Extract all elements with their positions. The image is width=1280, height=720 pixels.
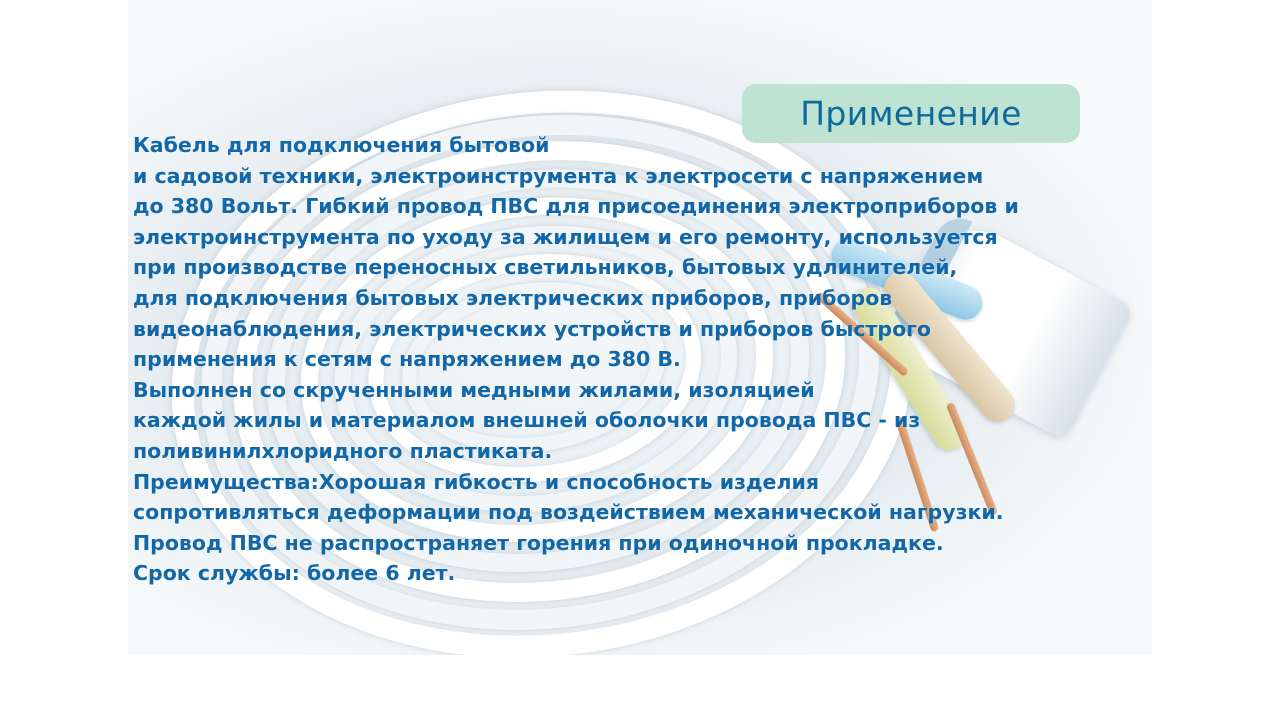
body-line: применения к сетям с напряжением до 380 В. [133, 347, 681, 372]
body-line: для подключения бытовых электрических приборов, приборов [133, 285, 893, 310]
body-line: Кабель для подключения бытовой [133, 133, 550, 157]
body-line: Срок службы: более 6 лет. [133, 561, 456, 586]
body-line: каждой жилы и материалом внешней оболочки провода ПВС - из [133, 408, 921, 433]
body-line: Выполнен со скрученными медными жилами, изоляцией [133, 377, 815, 402]
slide-body-text [133, 130, 1163, 589]
body-line: электроинструмента по уходу за жилищем и его ремонту, используется [133, 224, 998, 249]
body-line: сопротивляться деформации под воздействием механической нагрузки. [133, 500, 1004, 525]
body-line: поливинилхлоридного пластиката. [133, 438, 553, 463]
body-line: Преимущества:Хорошая гибкость и способность изделия [133, 469, 819, 494]
body-line: и садовой техники, электроинструмента к электросети с напряжением [133, 163, 984, 188]
body-line: Провод ПВС не распространяет горения при одиночной прокладке. [133, 530, 944, 555]
body-line: до 380 Вольт. Гибкий провод ПВС для присоединения электроприборов и [133, 194, 1019, 219]
body-line: при производстве переносных светильников, бытовых удлинителей, [133, 255, 958, 280]
body-line: видеонаблюдения, электрических устройств и приборов быстрого [133, 316, 931, 341]
page-title: Применение [800, 94, 1022, 133]
